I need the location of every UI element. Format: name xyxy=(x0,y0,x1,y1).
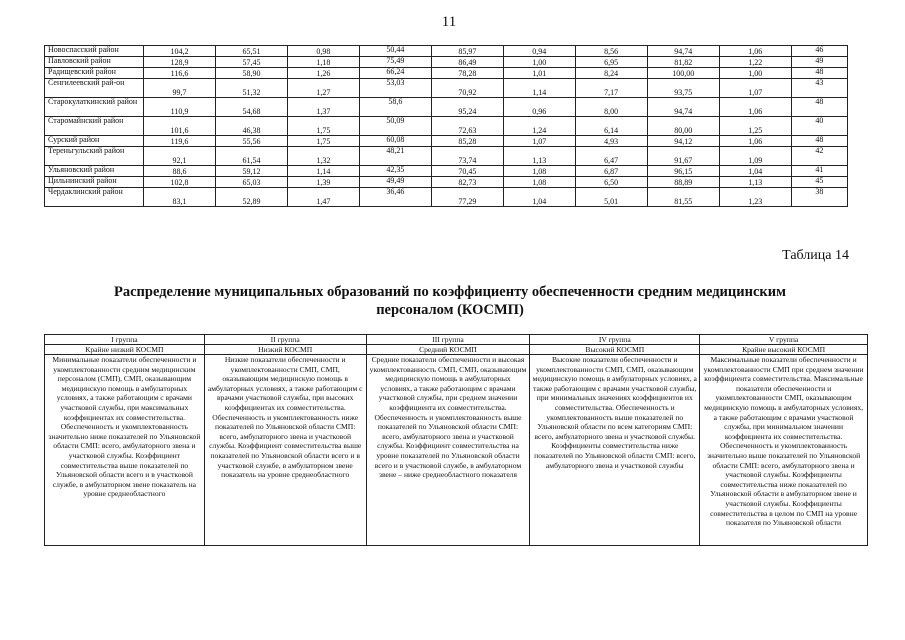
value-cell: 0,94 xyxy=(503,46,575,57)
value-cell: 1,06 xyxy=(719,46,791,57)
district-name-cell: Ульяновский район xyxy=(45,166,144,177)
value-cell: 1,00 xyxy=(719,68,791,79)
value-cell: 1,32 xyxy=(287,147,359,166)
value-cell: 1,27 xyxy=(287,79,359,98)
value-cell: 81,82 xyxy=(647,57,719,68)
value-cell: 1,75 xyxy=(287,117,359,136)
value-cell: 43 xyxy=(791,79,847,98)
value-cell: 50,44 xyxy=(359,46,431,57)
value-cell: 1,22 xyxy=(719,57,791,68)
district-row xyxy=(45,98,848,117)
group-level-cell: Крайне высокий КОСМП xyxy=(700,345,868,355)
value-cell: 8,00 xyxy=(575,98,647,117)
value-cell: 65,03 xyxy=(215,177,287,188)
value-cell: 4,93 xyxy=(575,136,647,147)
district-name-cell: Сурский район xyxy=(45,136,144,147)
value-cell: 85,28 xyxy=(431,136,503,147)
value-cell: 70,45 xyxy=(431,166,503,177)
value-cell: 1,14 xyxy=(287,166,359,177)
value-cell: 1,26 xyxy=(287,68,359,79)
district-name-cell: Новоспасский район xyxy=(45,46,144,57)
table-caption: Таблица 14 xyxy=(782,248,849,263)
district-row xyxy=(45,188,848,207)
value-cell: 6,87 xyxy=(575,166,647,177)
group-level-row xyxy=(45,345,868,355)
value-cell: 46 xyxy=(791,46,847,57)
value-cell: 53,03 xyxy=(359,79,431,98)
value-cell: 75,49 xyxy=(359,57,431,68)
value-cell: 1,06 xyxy=(719,98,791,117)
value-cell: 86,49 xyxy=(431,57,503,68)
value-cell: 8,24 xyxy=(575,68,647,79)
value-cell: 92,1 xyxy=(143,147,215,166)
district-name-cell: Сенгилеевский рай-он xyxy=(45,79,144,98)
value-cell: 93,75 xyxy=(647,79,719,98)
district-row xyxy=(45,79,848,98)
value-cell: 48 xyxy=(791,68,847,79)
value-cell: 54,68 xyxy=(215,98,287,117)
value-cell: 128,9 xyxy=(143,57,215,68)
group-name-cell: III группа xyxy=(366,335,530,345)
value-cell: 51,32 xyxy=(215,79,287,98)
value-cell: 72,63 xyxy=(431,117,503,136)
group-level-cell: Высокий КОСМП xyxy=(530,345,700,355)
value-cell: 42 xyxy=(791,147,847,166)
district-name-cell: Цильнинский район xyxy=(45,177,144,188)
group-name-cell: IV группа xyxy=(530,335,700,345)
value-cell: 6,47 xyxy=(575,147,647,166)
kosmp-groups-table xyxy=(44,334,868,546)
value-cell: 99,7 xyxy=(143,79,215,98)
value-cell: 1,09 xyxy=(719,147,791,166)
district-row xyxy=(45,136,848,147)
value-cell: 88,6 xyxy=(143,166,215,177)
district-row xyxy=(45,166,848,177)
value-cell: 1,07 xyxy=(719,79,791,98)
value-cell: 95,24 xyxy=(431,98,503,117)
value-cell: 119,6 xyxy=(143,136,215,147)
district-row xyxy=(45,57,848,68)
value-cell: 1,39 xyxy=(287,177,359,188)
district-name-cell: Радищевский район xyxy=(45,68,144,79)
value-cell: 52,89 xyxy=(215,188,287,207)
value-cell: 94,74 xyxy=(647,46,719,57)
value-cell: 1,23 xyxy=(719,188,791,207)
value-cell: 58,90 xyxy=(215,68,287,79)
value-cell: 40 xyxy=(791,117,847,136)
value-cell: 81,55 xyxy=(647,188,719,207)
value-cell: 1,25 xyxy=(719,117,791,136)
district-name-cell: Старокулаткинский район xyxy=(45,98,144,117)
value-cell: 7,17 xyxy=(575,79,647,98)
group-description-cell: Минимальные показатели обеспеченности и укомплектованности средним медицинским персоналом (СМП), СМП, оказывающим медицинскую помощь в амбулаторных условиях, а также работающим с врачами участковой службы, при максимальных коэффициентах их совместительства. Обеспеченность и укомплектованность значительно ниже показателей по Ульяновской области СМП: всего, амбулаторного звена и участковой службы. Коэффициент совместительства выше показателей по Ульяновской области всего и в участковой службе, в амбулаторном звене показатель на уровне среднеобластного xyxy=(45,355,205,546)
value-cell: 96,15 xyxy=(647,166,719,177)
value-cell: 1,14 xyxy=(503,79,575,98)
group-description-cell: Максимальные показатели обеспеченности и укомплектованности СМП при среднем значении коэффициента совместительства. Максимальные показатели обеспеченности и укомплектованности СМП, оказывающим медицинскую помощь в амбулаторных условиях, а также работающим с врачами участковой службы, при минимальном значении коэффициента их совместительства. Обеспеченность и укомплектованность значительно выше показателей по Ульяновской области СМП: всего, амбулаторного звена и участковой службы. Коэффициенты совместительства ниже показателей по Ульяновской области в амбулаторном звене и участковой службы. Коэффициенты совместительства в целом по СМП на уровне показателя по Ульяновской области xyxy=(700,355,868,546)
value-cell: 1,75 xyxy=(287,136,359,147)
group-description-row xyxy=(45,355,868,546)
value-cell: 8,56 xyxy=(575,46,647,57)
value-cell: 110,9 xyxy=(143,98,215,117)
value-cell: 83,1 xyxy=(143,188,215,207)
group-description-cell: Средние показатели обеспеченности и высокая укомплектованность СМП, СМП, оказывающим медицинскую помощь в амбулаторных условиях, а также работающим с врачами участковой службы, при среднем значении коэффициента их совместительства. Обеспеченность и укомплектованность выше показателей по Ульяновской области СМП: всего, амбулаторного звена и участковой службы. Коэффициент совместительства на уровне показателей по Ульяновской области всего и в участковой службе, в амбулаторном звене – ниже среднеобластного показателя xyxy=(366,355,530,546)
value-cell: 1,24 xyxy=(503,117,575,136)
value-cell: 6,50 xyxy=(575,177,647,188)
group-name-cell: V группа xyxy=(700,335,868,345)
group-description-cell: Низкие показатели обеспеченности и укомплектованности СМП, СМП, оказывающим медицинскую помощь в амбулаторных условиях, а также работающим с врачами участковой службы, при высоких коэффициентах их совместительства. Обеспеченность и укомплектованность ниже показателей по Ульяновской области СМП: всего, амбулаторного звена и участковой службы. Коэффициент совместительства выше показателей по Ульяновской области всего и в участковой службе, в амбулаторном звене показатель на уровне среднеобластного xyxy=(204,355,366,546)
value-cell: 116,6 xyxy=(143,68,215,79)
district-row xyxy=(45,117,848,136)
district-row xyxy=(45,68,848,79)
value-cell: 1,08 xyxy=(503,166,575,177)
value-cell: 94,74 xyxy=(647,98,719,117)
value-cell: 42,35 xyxy=(359,166,431,177)
value-cell: 1,37 xyxy=(287,98,359,117)
value-cell: 1,06 xyxy=(719,136,791,147)
value-cell: 88,89 xyxy=(647,177,719,188)
value-cell: 59,12 xyxy=(215,166,287,177)
value-cell: 0,98 xyxy=(287,46,359,57)
value-cell: 48 xyxy=(791,98,847,117)
value-cell: 1,13 xyxy=(719,177,791,188)
value-cell: 50,09 xyxy=(359,117,431,136)
group-level-cell: Крайне низкий КОСМП xyxy=(45,345,205,355)
group-name-cell: II группа xyxy=(204,335,366,345)
value-cell: 65,51 xyxy=(215,46,287,57)
value-cell: 41 xyxy=(791,166,847,177)
district-row xyxy=(45,46,848,57)
group-level-cell: Низкий КОСМП xyxy=(204,345,366,355)
value-cell: 82,73 xyxy=(431,177,503,188)
value-cell: 77,29 xyxy=(431,188,503,207)
group-level-cell: Средний КОСМП xyxy=(366,345,530,355)
value-cell: 6,14 xyxy=(575,117,647,136)
value-cell: 5,01 xyxy=(575,188,647,207)
value-cell: 57,45 xyxy=(215,57,287,68)
value-cell: 1,04 xyxy=(719,166,791,177)
group-name-row xyxy=(45,335,868,345)
value-cell: 45 xyxy=(791,177,847,188)
group-name-cell: I группа xyxy=(45,335,205,345)
value-cell: 46,38 xyxy=(215,117,287,136)
value-cell: 91,67 xyxy=(647,147,719,166)
value-cell: 78,28 xyxy=(431,68,503,79)
district-indicators-table xyxy=(44,45,848,207)
value-cell: 94,12 xyxy=(647,136,719,147)
value-cell: 48,21 xyxy=(359,147,431,166)
value-cell: 1,13 xyxy=(503,147,575,166)
page-number: 11 xyxy=(441,14,457,30)
value-cell: 48 xyxy=(791,136,847,147)
table-title: Распределение муниципальных образований по коэффициенту обеспеченности средним медицинским персоналом (КОСМП) xyxy=(114,284,786,318)
value-cell: 70,92 xyxy=(431,79,503,98)
value-cell: 61,54 xyxy=(215,147,287,166)
value-cell: 55,56 xyxy=(215,136,287,147)
value-cell: 102,8 xyxy=(143,177,215,188)
value-cell: 0,96 xyxy=(503,98,575,117)
group-description-cell: Высокие показатели обеспеченности и укомплектованности СМП, СМП, оказывающим медицинскую помощь в амбулаторных условиях, а также работающим с врачами участковой службы, при минимальных значениях коэффициентов их совместительства. Обеспеченность и укомплектованность выше показателей по Ульяновской области по всем категориям СМП: всего, амбулаторного звена и участковой службы. Коэффициенты совместительства ниже показателей по Ульяновской области СМП: всего, амбулаторного звена и участковой службы xyxy=(530,355,700,546)
value-cell: 1,08 xyxy=(503,177,575,188)
value-cell: 1,47 xyxy=(287,188,359,207)
value-cell: 104,2 xyxy=(143,46,215,57)
value-cell: 1,01 xyxy=(503,68,575,79)
value-cell: 73,74 xyxy=(431,147,503,166)
value-cell: 85,97 xyxy=(431,46,503,57)
value-cell: 49 xyxy=(791,57,847,68)
district-row xyxy=(45,147,848,166)
value-cell: 6,95 xyxy=(575,57,647,68)
value-cell: 80,00 xyxy=(647,117,719,136)
district-name-cell: Чердаклинский район xyxy=(45,188,144,207)
district-name-cell: Павловский район xyxy=(45,57,144,68)
value-cell: 66,24 xyxy=(359,68,431,79)
district-name-cell: Старомайнский район xyxy=(45,117,144,136)
value-cell: 60,08 xyxy=(359,136,431,147)
value-cell: 100,00 xyxy=(647,68,719,79)
value-cell: 1,18 xyxy=(287,57,359,68)
value-cell: 1,00 xyxy=(503,57,575,68)
value-cell: 38 xyxy=(791,188,847,207)
district-row xyxy=(45,177,848,188)
value-cell: 101,6 xyxy=(143,117,215,136)
value-cell: 1,07 xyxy=(503,136,575,147)
value-cell: 36,46 xyxy=(359,188,431,207)
value-cell: 49,49 xyxy=(359,177,431,188)
value-cell: 1,04 xyxy=(503,188,575,207)
value-cell: 58,6 xyxy=(359,98,431,117)
district-name-cell: Тереньгульский район xyxy=(45,147,144,166)
